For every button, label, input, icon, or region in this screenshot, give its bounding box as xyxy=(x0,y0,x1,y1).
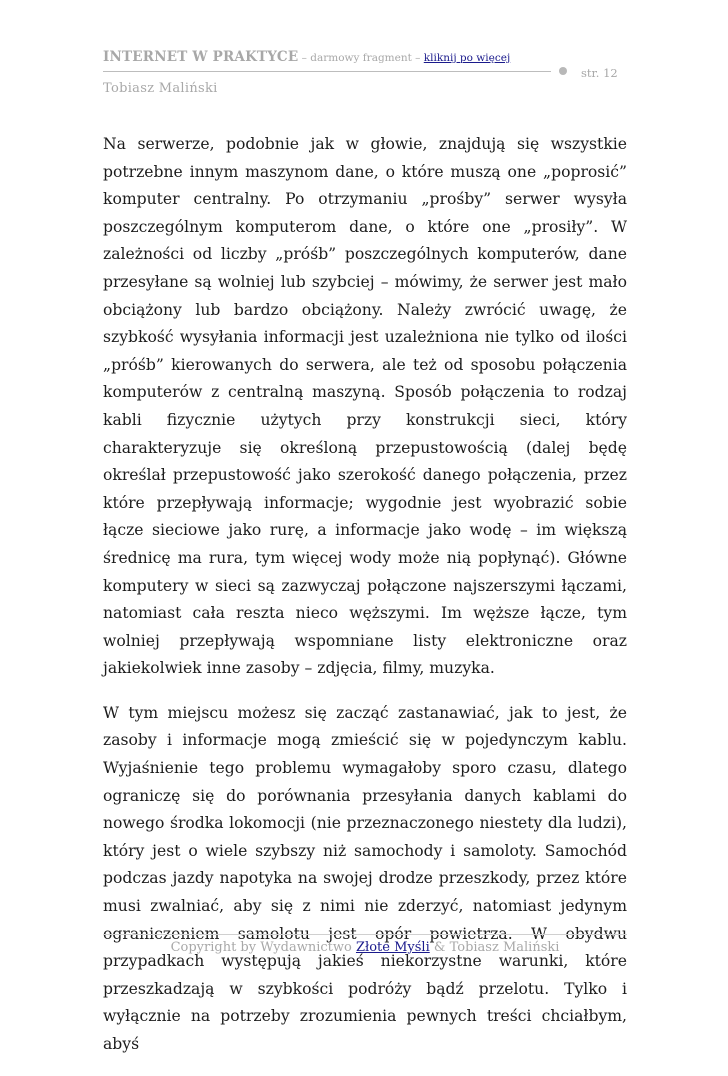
header-line xyxy=(103,49,623,67)
paragraph: Na serwerze, podobnie jak w głowie, znajdują się wszystkie potrzebne innym maszynom dane, o które muszą one „poprosić” komputer centralny. Po otrzymaniu „prośby” serwer wysyła poszczególnym komputerom dane, o które one „prosiły”. W zależności od liczby „próśb” poszczególnych komputerów, dane przesyłane są wolniej lub szybciej – mówimy, że serwer jest mało obciążony lub bardzo obciążony. Należy zwrócić uwagę, że szybkość wysyłania informacji jest uzależniona nie tylko od ilości „próśb” kierowanych do serwera, ale też od sposobu połączenia komputerów z centralną maszyną. Sposób połączenia to rodzaj kabli fizycznie użytych przy konstrukcji sieci, który charakteryzuje się określoną przepustowością (dalej będę określał przepustowość jako szerokość danego połączenia, przez które przepływają informacje; wygodnie jest wyobrazić sobie łącze sieciowe jako rurę, a informacje jako wodę – im większą średnicę ma rura, tym więcej wody może nią popłynąć). Główne komputery w sieci są zazwyczaj połączone najszerszymi łączami, natomiast cała reszta nieco węższymi. Im węższe łącze, tym wolniej przepływają wspomniane listy elektroniczne oraz jakiekolwiek inne zasoby – zdjęcia, filmy, muzyka. xyxy=(103,135,627,678)
book-title: INTERNET W PRAKTYCE xyxy=(103,49,299,65)
copyright-prefix: Copyright by Wydawnictwo xyxy=(170,940,356,955)
page-footer xyxy=(103,940,627,955)
page-number: str. 12 xyxy=(581,66,618,80)
page-header xyxy=(103,49,623,96)
more-link[interactable]: kliknij po więcej xyxy=(423,52,511,64)
publisher-link[interactable]: Złote Myśli xyxy=(355,940,430,955)
header-dash: – xyxy=(298,52,311,64)
footer-divider xyxy=(103,934,627,935)
author-name: Tobiasz Maliński xyxy=(103,81,218,96)
paragraph: W tym miejscu możesz się zacząć zastanawiać, jak to jest, że zasoby i informacje mogą zmieścić się w pojedynczym kablu. Wyjaśnienie tego problemu wymagałoby sporo czasu, dlatego ograniczę się do porównania przesyłania danych kablami do nowego środka lokomocji (nie przeznaczonego niestety dla ludzi), który jest o wiele szybszy niż samochody i samoloty. Samochód podczas jazdy napotyka na swojej drodze przeszkody, przez które musi zwalniać, aby się z nimi nie zderzyć, natomiast jedynym ograniczeniem samolotu jest opór powietrza. W obydwu przypadkach występują jakieś niekorzystne warunki, które przeszkadzają w szybkości podróży bądź przelotu. Tylko i wyłącznie na potrzeby zrozumienia pewnych treści chciałbym, abyś xyxy=(103,703,627,1053)
header-dash: – xyxy=(411,52,424,64)
bullet-dot-icon xyxy=(559,67,567,75)
header-divider xyxy=(103,71,551,72)
free-fragment-label: darmowy fragment xyxy=(310,52,412,64)
copyright-suffix: & Tobiasz Maliński xyxy=(429,940,560,955)
